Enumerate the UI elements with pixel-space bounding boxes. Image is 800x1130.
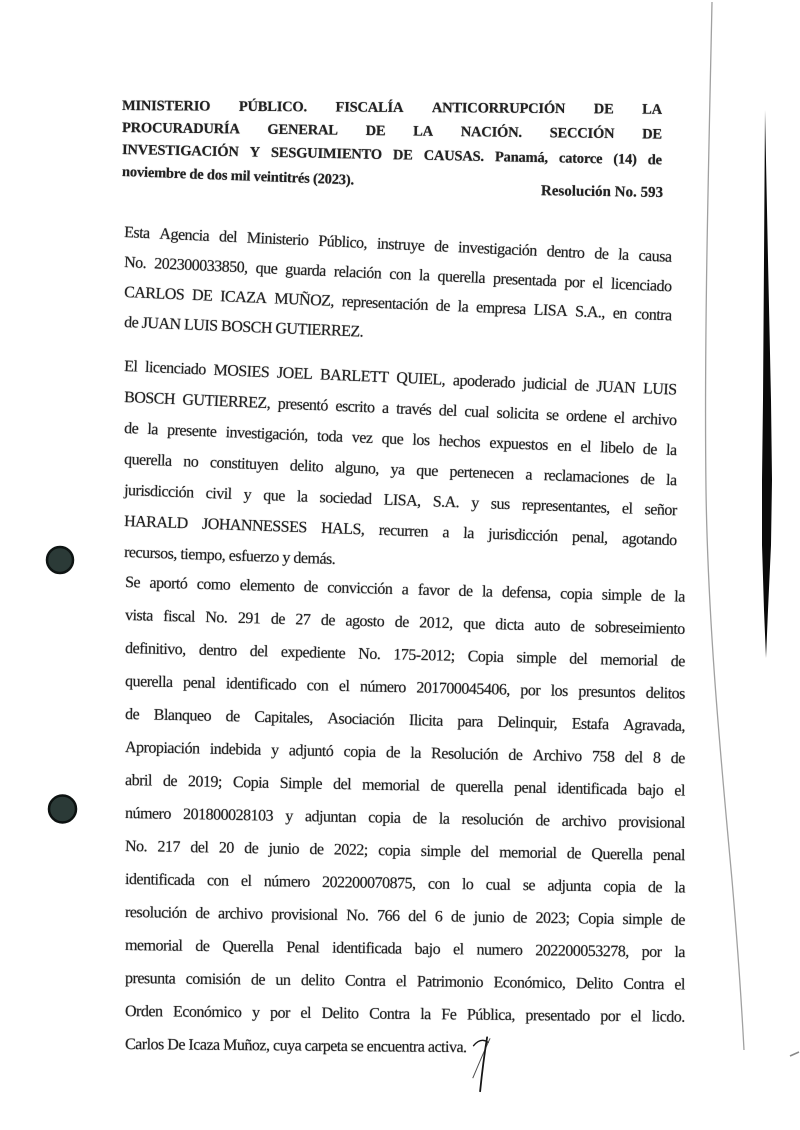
text-line: abril de 2019; Copia Simple del memorial de querella penal identificada bajo el: [124, 772, 686, 800]
text-line: Orden Económico y por el Delito Contra la Fe Pública, presentado por el licdo.: [124, 1003, 685, 1026]
text-line: No. 202300033850, que guarda relación con la querella presentada por el licenciado: [123, 254, 672, 296]
paragraph-evidence-list: [125, 566, 685, 1061]
text-line: número 201800028103 y adjuntan copia de la resolución de archivo provisional: [124, 805, 686, 832]
text-line: CARLOS DE ICAZA MUÑOZ, representación de la empresa LISA S.A., en contra: [123, 284, 672, 325]
text-line: Apropiación indebida y adjuntó copia de la Resolución de Archivo 758 del 8 de: [124, 739, 685, 768]
text-line: definitivo, dentro del expediente No. 175-2012; Copia simple del memorial de: [124, 640, 686, 671]
text-line: Se aportó como elemento de convicción a favor de la defensa, copia simple de la: [124, 574, 686, 606]
text-line: querella penal identificado con el número 201700045406, por los presuntos delitos: [124, 673, 686, 703]
text-line: Carlos De Icaza Muñoz, cuya carpeta se encuentra activa.: [125, 1028, 685, 1066]
text-line: INVESTIGACIÓN Y SESGUIMIENTO DE CAUSAS. Panamá, catorce (14) de: [121, 142, 662, 169]
text-line: No. 217 del 20 de junio de 2022; copia simple del memorial de Querella penal: [124, 838, 686, 865]
paragraph-defense-request: [124, 351, 677, 568]
text-line: de la presente investigación, toda vez que los hechos expuestos en el libelo de la: [123, 420, 677, 460]
text-line: querella no constituyen delito alguno, ya que pertenecen a reclamaciones de la: [123, 451, 677, 490]
document-header: [121, 95, 663, 189]
text-line: El licenciado MOSIES JOEL BARLETT QUIEL, apoderado judicial de JUAN LUIS: [123, 358, 677, 399]
text-line: BOSCH GUTIERREZ, presentó escrito a través del cual solicita se ordene el archivo: [123, 389, 677, 430]
text-line: de JUAN LUIS BOSCH GUTIERREZ.: [123, 314, 364, 341]
paragraph-case-intro: [123, 218, 672, 341]
text-line: noviembre de dos mil veintitrés (2023).: [121, 164, 355, 189]
text-line: PROCURADURÍA GENERAL DE LA NACIÓN. SECCIÓN DE: [121, 120, 663, 143]
resolution-number: Resolución No. 593: [540, 183, 664, 201]
text-line: resolución de archivo provisional No. 766 del 6 de junio de 2023; Copia simple de: [124, 904, 686, 929]
text-line: Esta Agencia del Ministerio Público, instruye de investigación dentro de la causa: [123, 224, 672, 266]
text-line: jurisdicción civil y que la sociedad LISA, S.A. y sus representantes, el señor: [123, 482, 677, 520]
text-line: identificada con el número 202200070875, con lo cual se adjunta copia de la: [124, 871, 686, 897]
text-line: de Blanqueo de Capitales, Asociación Ilicita para Delinquir, Estafa Agravada,: [124, 706, 686, 735]
text-line: vista fiscal No. 291 de 27 de agosto de 2012, que dicta auto de sobreseimiento: [124, 607, 685, 638]
text-line: recursos, tiempo, esfuerzo y demás.: [123, 544, 336, 569]
text-line: presunta comisión de un delito Contra el Patrimonio Económico, Delito Contra el: [124, 970, 686, 994]
pen-flourish-mark: [469, 1036, 496, 1104]
text-line: memorial de Querella Penal identificada bajo el numero 202200053278, por la: [124, 937, 686, 962]
text-line: MINISTERIO PÚBLICO. FISCALÍA ANTICORRUPCIÓN DE LA: [121, 98, 662, 118]
text-line: HARALD JOHANNESSES HALS, recurren a la jurisdicción penal, agotando: [123, 513, 677, 550]
